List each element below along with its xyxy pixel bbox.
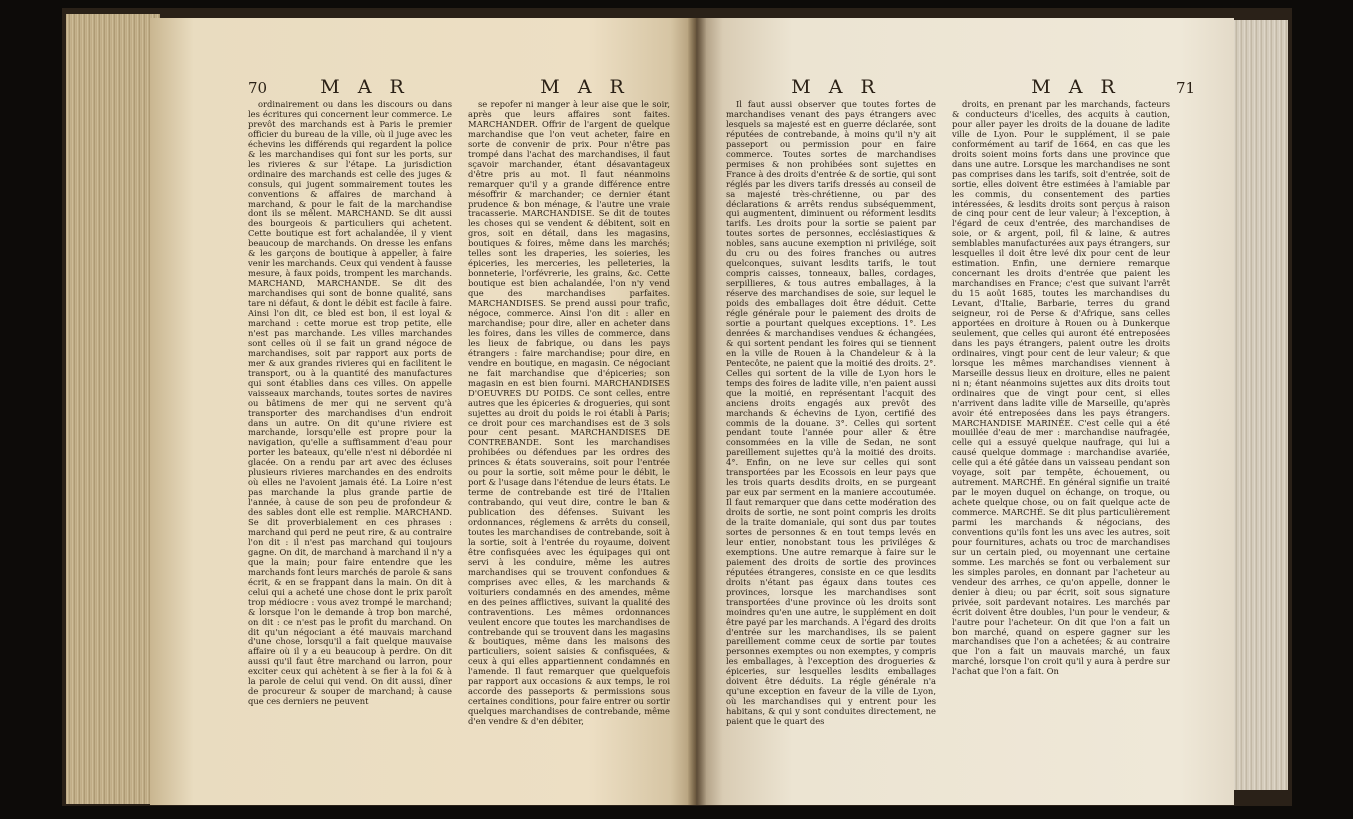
running-head-col2: M A R (1031, 76, 1121, 98)
running-head-col1: M A R (791, 76, 881, 98)
running-head-col1: M A R (320, 76, 410, 98)
text-column-1 (726, 100, 936, 800)
text-column-2 (468, 100, 670, 800)
left-page (150, 18, 698, 805)
page-edges-right (1228, 20, 1288, 790)
column-text: ordinairement ou dans les discours ou dans les écritures qui concernent leur commerce. Le prevôt des marchands est à Paris le premier officier du bureau de la ville, où il juge avec les échevins les différends qui regardent la police & les marchandises qui font sur les ports, sur les rivieres & sur l'étape. La jurisdiction ordinaire des marchands est celle des juges & consuls, qui jugent sommairement toutes les conventions & affaires de marchand à marchand, & pour le fait de la marchandise dont ils se mêlent. MARCHAND. Se dit aussi des bourgeois & particuliers qui achetent. Cette boutique est fort achalandée, il y vient beaucoup de marchands. On dresse les enfans & les garçons de boutique à appeller, à faire venir les marchands. Ceux qui vendent à fausse mesure, à faux poids, trompent les marchands. MARCHAND, MARCHANDE. Se dit des marchandises qui sont de bonne qualité, sans tare ni défaut, & dont le débit est facile à faire. Ainsi l'on dit, ce bled est bon, il est loyal & marchand : cette morue est trop petite, elle n'est pas marchande. Les villes marchandes sont celles où il se fait un grand négoce de marchandises, soit par rapport aux ports de mer & aux grandes rivieres qui en facilitent le transport, ou à la quantité des manufactures qui sont établies dans ces villes. On appelle vaisseaux marchands, toutes sortes de navires ou bâtimens de mer qui ne servent qu'à transporter des marchandises d'un endroit dans un autre. On dit qu'une riviere est marchande, lorsqu'elle est propre pour la navigation, qu'elle a suffisamment d'eau pour porter les bateaux, qu'elle n'est ni débordée ni glacée. On a rendu par art avec des écluses plusieurs rivieres marchandes en des endroits où elles ne l'avoient jamais été. La Loire n'est pas marchande la plus grande partie de l'année, à cause de son peu de profondeur & des sables dont elle est remplie. MARCHAND. Se dit proverbialement en ces phrases : marchand qui perd ne peut rire, & au contraire l'on dit : il n'est pas marchand qui toujours gagne. On dit, de marchand à marchand il n'y a que la main; pour faire entendre que les marchands font leurs marchés de parole & sans écrit, & en se frappant dans la main. On dit à celui qui a acheté une chose dont le prix paroît trop médiocre : vous avez trompé le marchand; & lorsque l'on le demande à trop bon marché, on dit : ce n'est pas le profit du marchand. On dit qu'un négociant a été mauvais marchand d'une chose, lorsqu'il a fait quelque mauvaise affaire où il y a eu beaucoup à perdre. On dit aussi qu'il faut être marchand ou larron, pour exciter ceux qui achètent à se fier à la foi & à la parole de celui qui vend. On dit aussi, dîner de procureur & souper de marchand; à cause que ces derniers ne peuvent (248, 100, 452, 707)
running-head-col2: M A R (540, 76, 630, 98)
column-text: se repofer ni manger à leur aise que le soir, après que leurs affaires sont faites. MARCHANDER. Offrir de l'argent de quelque marchandise que l'on veut acheter, faire en sorte de convenir de prix. Pour n'être pas trompé dans l'achat des marchandises, il faut sçavoir marchander, étant désavantageux d'être pris au mot. Il faut néanmoins remarquer qu'il y a grande différence entre mésoffrir & marchander; ce dernier étant prudence & bon ménage, & l'autre une vraie tracasserie. MARCHANDISE. Se dit de toutes les choses qui se vendent & débitent, soit en gros, soit en détail, dans les magasins, boutiques & foires, même dans les marchés; telles sont les draperies, les soieries, les épiceries, les merceries, les pelleteries, la bonneterie, l'orfévrerie, les grains, &c. Cette boutique est bien achalandée, l'on n'y vend que des marchandises parfaites. MARCHANDISES. Se prend aussi pour trafic, négoce, commerce. Ainsi l'on dit : aller en marchandise; pour dire, aller en acheter dans les foires, dans les villes de commerce, dans les lieux de fabrique, ou dans les pays étrangers : faire marchandise; pour dire, en vendre en boutique, en magasin. Ce négociant ne fait marchandise que d'épiceries; son magasin en est bien fourni. MARCHANDISES D'OEUVRES DU POIDS. Ce sont celles, entre autres que les épiceries & drogueries, qui sont sujettes au droit du poids le roi établi à Paris; ce droit pour ces marchandises est de 3 sols pour cent pesant. MARCHANDISES DE CONTREBANDE. Sont les marchandises prohibées ou défendues par les ordres des princes & états souverains, soit pour l'entrée ou pour la sortie, soit même pour le débit, le port & l'usage dans l'étendue de leurs états. Le terme de contrebande est tiré de l'Italien contrabando, qui veut dire, contre le ban & publication des défenses. Suivant les ordonnances, réglemens & arrêts du conseil, toutes les marchandises de contrebande, soit à la sortie, soit à l'entrée du royaume, doivent être confisquées avec les équipages qui ont servi à les conduire, même les autres marchandises qui se trouvent confondues & comprises avec elles, & les marchands & voituriers condamnés en des amendes, même en des peines afflictives, suivant la qualité des contraventions. Les mêmes ordonnances veulent encore que toutes les marchandises de contrebande qui se trouvent dans les magasins & boutiques, même dans les maisons des particuliers, soient saisies & confisquées, & ceux à qui elles appartiennent condamnés en l'amende. Il faut remarquer que quelquefois par rapport aux occasions & aux temps, le roi accorde des passeports & permissions sous certaines conditions, pour faire entrer ou sortir quelques marchandises de contrebande, même d'en vendre & d'en débiter, (468, 100, 670, 727)
page-number: 70 (248, 79, 268, 97)
page-edges-left (66, 14, 160, 804)
text-column-2 (952, 100, 1170, 800)
text-column-1 (248, 100, 452, 800)
page-number: 71 (1176, 79, 1196, 97)
right-page (696, 18, 1234, 805)
column-text: Il faut aussi observer que toutes fortes de marchandises venant des pays étrangers avec lesquels sa majesté est en guerre déclarée, sont réputées de contrebande, à moins qu'il n'y ait passeport ou permission pour en faire commerce. Toutes sortes de marchandises permises & non prohibées sont sujettes en France à des droits d'entrée & de sortie, qui sont réglés par les divers tarifs dressés au conseil de sa majesté très-chrétienne, ou par des déclarations & arrêts rendus subséquemment, qui augmentent, diminuent ou réforment lesdits tarifs. Les droits pour la sortie se paient par toutes sortes de personnes, ecclésiastiques & nobles, sans aucune exemption ni privilége, soit du cru ou des foires franches ou autres quelconques, suivant lesdits tarifs, le tout compris caisses, tonneaux, balles, cordages, serpillieres, & tous autres emballages, à la réserve des marchandises de soie, sur lequel le poids des emballages doit être déduit. Cette régle générale pour le paiement des droits de sortie a pourtant quelques exceptions. 1°. Les denrées & marchandises vendues & échangées, & qui sortent pendant les foires qui se tiennent en la ville de Rouen à la Chandeleur & à la Pentecôte, ne paient que la moitié des droits. 2°. Celles qui sortent de la ville de Lyon hors le temps des foires de ladite ville, n'en paient aussi que la moitié, en représentant l'acquit des anciens droits engagés aux prevôt des marchands & échevins de Lyon, certifié des commis de la douane. 3°. Celles qui sortent pendant toute l'année pour aller & être consommées en la ville de Sedan, ne sont pareillement sujettes qu'à la moitié des droits. 4°. Enfin, on ne leve sur celles qui sont transportées par les Ecossois en leur pays que les trois quarts desdits droits, en se purgeant par eux par serment en la maniere accoutumée. Il faut remarquer que dans cette modération des droits de sortie, ne sont point compris les droits de la traite domaniale, qui sont dus par toutes sortes de personnes & en tout temps levés en leur entier, nonobstant tous les priviléges & exemptions. Une autre remarque à faire sur le paiement des droits de sortie des provinces réputées étrangeres, consiste en ce que lesdits droits n'étant pas égaux dans toutes ces provinces, lorsque les marchandises sont transportées d'une province où les droits sont moindres qu'en une autre, le supplément en doit être payé par les marchands. A l'égard des droits d'entrée sur les marchandises, ils se paient pareillement comme ceux de sortie par toutes personnes exemptes ou non exemptes, y compris les emballages, à l'exception des drogueries & épiceries, sur lesquelles lesdits emballages doivent être déduits. La régle générale n'a qu'une exception en faveur de la ville de Lyon, où les marchandises qui y entrent pour les habitans, & qui y sont conduites directement, ne paient que le quart des (726, 100, 936, 727)
column-text: droits, en prenant par les marchands, facteurs & conducteurs d'icelles, des acquits à caution, pour aller payer les droits de la douane de ladite ville de Lyon. Pour le supplément, il se paie conformément au tarif de 1664, en cas que les droits soient moins forts dans une province que dans une autre. Lorsque les marchandises ne sont pas comprises dans les tarifs, soit d'entrée, soit de sortie, elles doivent être estimées à l'amiable par les commis, du consentement des parties intéressées, & lesdits droits sont perçus à raison de cinq pour cent de leur valeur; à l'exception, à l'égard de ceux d'entrée, des marchandises de soie, or & argent, poil, fil & laine, & autres semblables manufacturées aux pays étrangers, sur lesquelles il doit être levé dix pour cent de leur estimation. Enfin, une derniere remarque concernant les droits d'entrée que paient les marchandises en France; c'est que suivant l'arrêt du 15 août 1685, toutes les marchandises du Levant, d'Italie, Barbarie, terres du grand seigneur, roi de Perse & d'Afrique, sans celles apportées en droiture à Rouen ou à Dunkerque seulement, que celles qui auront été entreposées dans les pays étrangers, paient outre les droits ordinaires, vingt pour cent de leur valeur; & que lorsque les mêmes marchandises viennent à Marseille dessus lieux en droiture, elles ne paient ni n; étant néanmoins sujettes aux dits droits tout ordinaires que de vingt pour cent, si elles n'arrivent dans ladite ville de Marseille, qu'après avoir été entreposées dans les pays étrangers. MARCHANDISE MARINÉE. C'est celle qui a été mouillée d'eau de mer : marchandise naufragée, celle qui a essuyé quelque naufrage, qui lui a causé quelque dommage : marchandise avariée, celle qui a été gâtée dans un vaisseau pendant son voyage, soit par tempête, échouement, ou autrement. MARCHÉ. En général signifie un traité par le moyen duquel on échange, on troque, ou achete quelque chose, ou on fait quelque acte de commerce. MARCHÉ. Se dit plus particulièrement parmi les marchands & négocians, des conventions qu'ils font les uns avec les autres, soit pour fournitures, achats ou troc de marchandises sur un certain pied, ou moyennant une certaine somme. Les marchés se font ou verbalement sur les simples paroles, en donnant par l'acheteur au vendeur des arrhes, ce qu'on appelle, donner le denier à dieu; ou par écrit, soit sous signature privée, soit pardevant notaires. Les marchés par écrit doivent être doubles, l'un pour le vendeur, & l'autre pour l'acheteur. On dit que l'on a fait un bon marché, quand on espere gagner sur les marchandises que l'on a achetées; & au contraire que l'on a fait un mauvais marché, un faux marché, lorsque l'on croit qu'il y aura à perdre sur l'achat que l'on a fait. On (952, 100, 1170, 677)
book-gutter (688, 18, 706, 805)
